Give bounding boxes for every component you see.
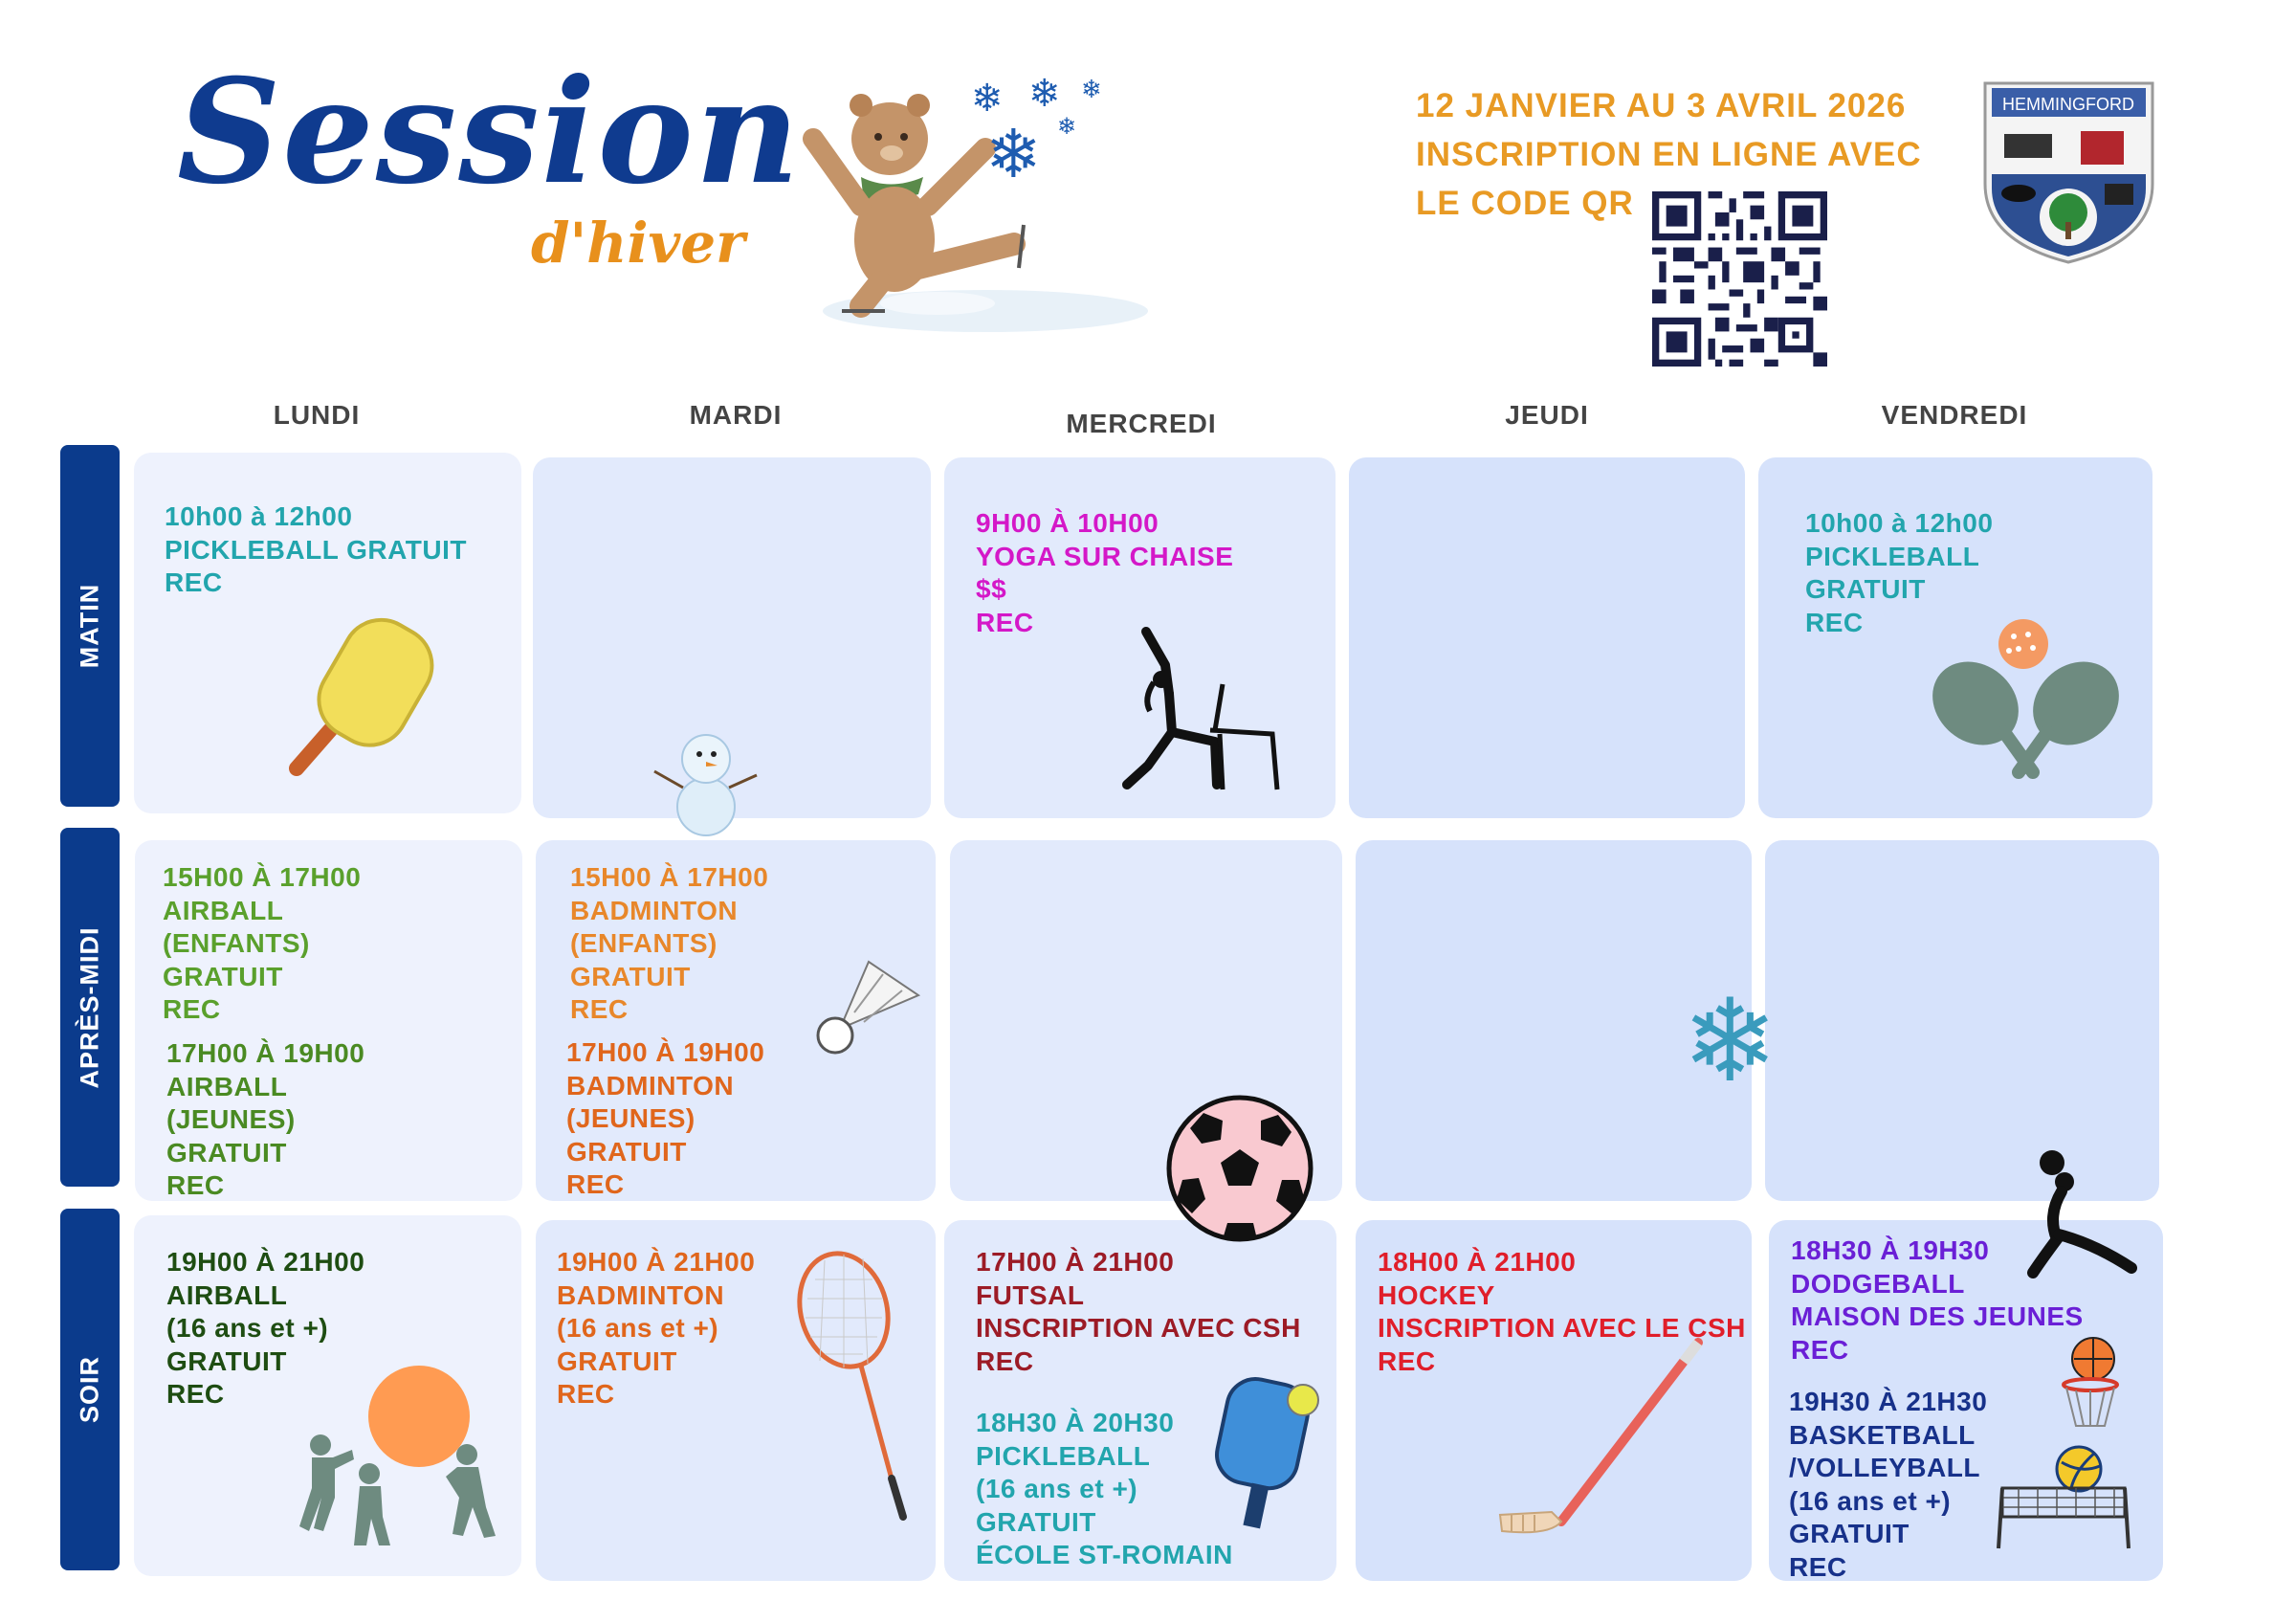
pickleball-paddle-icon <box>287 611 450 783</box>
period-label-apres-midi: APRÈS-MIDI <box>60 828 120 1187</box>
chair-yoga-icon <box>1119 627 1292 794</box>
cell-matin-jeudi <box>1349 457 1745 818</box>
snowflake-icon: ❄ <box>1081 75 1102 103</box>
activity-matin-vendredi: 10h00 à 12h00 PICKLEBALL GRATUIT REC <box>1805 508 1994 637</box>
activity-apres-midi-mardi-1: 15H00 À 17H00 BADMINTON (ENFANTS) GRATUIT REC <box>570 862 769 1024</box>
activity-apres-midi-lundi-2: 17H00 À 19H00 AIRBALL (JEUNES) GRATUIT REC <box>166 1038 365 1200</box>
hemmingford-logo <box>1980 78 2157 265</box>
soccer-ball-icon <box>1165 1094 1315 1244</box>
qr-code-icon[interactable] <box>1652 191 1827 367</box>
logo-text: HEMMINGFORD <box>2002 95 2134 114</box>
snowflake-icon: ❄ <box>1028 73 1061 115</box>
airball-players-icon <box>295 1364 500 1555</box>
activity-apres-midi-mardi-2: 17H00 À 19H00 BADMINTON (JEUNES) GRATUIT REC <box>566 1037 765 1199</box>
activity-soir-mardi: 19H00 À 21H00 BADMINTON (16 ans et +) GRATUIT REC <box>557 1247 756 1409</box>
period-label-matin: MATIN <box>60 445 120 807</box>
day-header-mardi: MARDI <box>689 400 783 430</box>
activity-soir-jeudi: 18H00 À 21H00 HOCKEY INSCRIPTION AVEC LE CSH REC <box>1378 1247 1746 1376</box>
day-header-jeudi: JEUDI <box>1505 400 1589 430</box>
pickleball-paddles-icon <box>1913 617 2133 785</box>
day-header-vendredi: VENDREDI <box>1881 400 2028 430</box>
snowman-icon <box>647 716 762 840</box>
session-dates: 12 JANVIER AU 3 AVRIL 2026 <box>1416 87 1907 124</box>
session-subtitle: d'hiver <box>531 211 745 276</box>
volleyball-net-icon <box>1995 1445 2133 1550</box>
period-label-soir: SOIR <box>60 1209 120 1570</box>
activity-apres-midi-lundi-1: 15H00 À 17H00 AIRBALL (ENFANTS) GRATUIT REC <box>163 862 362 1024</box>
activity-soir-vendredi-2: 19H30 À 21H30 BASKETBALL /VOLLEYBALL (16 ans et +) GRATUIT REC <box>1789 1387 1988 1582</box>
basketball-hoop-icon <box>2038 1335 2133 1431</box>
shuttlecock-icon <box>811 957 921 1057</box>
snowflake-icon: ❄ <box>985 117 1042 191</box>
activity-soir-lundi: 19H00 À 21H00 AIRBALL (16 ans et +) GRATUIT REC <box>166 1247 365 1409</box>
session-title: Session <box>177 48 802 216</box>
activity-soir-mercredi-1: 17H00 À 21H00 FUTSAL INSCRIPTION AVEC CSH REC <box>976 1247 1301 1376</box>
pickleball-paddle-icon <box>1217 1371 1327 1534</box>
snowflake-icon: ❄ <box>1057 114 1077 140</box>
snowflake-icon: ❄ <box>1682 977 1778 1105</box>
day-header-lundi: LUNDI <box>273 400 361 430</box>
activity-soir-mercredi-2: 18H30 À 20H30 PICKLEBALL (16 ans et +) GRATUIT ÉCOLE ST-ROMAIN <box>976 1408 1233 1569</box>
badminton-racket-icon <box>796 1251 916 1519</box>
snowflake-icon: ❄ <box>971 78 1004 120</box>
registration-line-1: INSCRIPTION EN LIGNE AVEC <box>1416 136 1922 173</box>
hockey-stick-icon <box>1492 1335 1708 1550</box>
cell-apres-midi-vendredi <box>1765 840 2159 1201</box>
activity-soir-vendredi-1: 18H30 À 19H30 DODGEBALL MAISON DES JEUNES REC <box>1791 1235 2084 1365</box>
activity-matin-mercredi: 9H00 À 10H00 YOGA SUR CHAISE $$ REC <box>976 508 1234 637</box>
activity-matin-lundi: 10h00 à 12h00 PICKLEBALL GRATUIT REC <box>165 501 467 597</box>
dodgeball-player-icon <box>2028 1148 2138 1278</box>
day-header-mercredi: MERCREDI <box>1066 409 1217 438</box>
registration-line-2: LE CODE QR <box>1416 185 1634 222</box>
